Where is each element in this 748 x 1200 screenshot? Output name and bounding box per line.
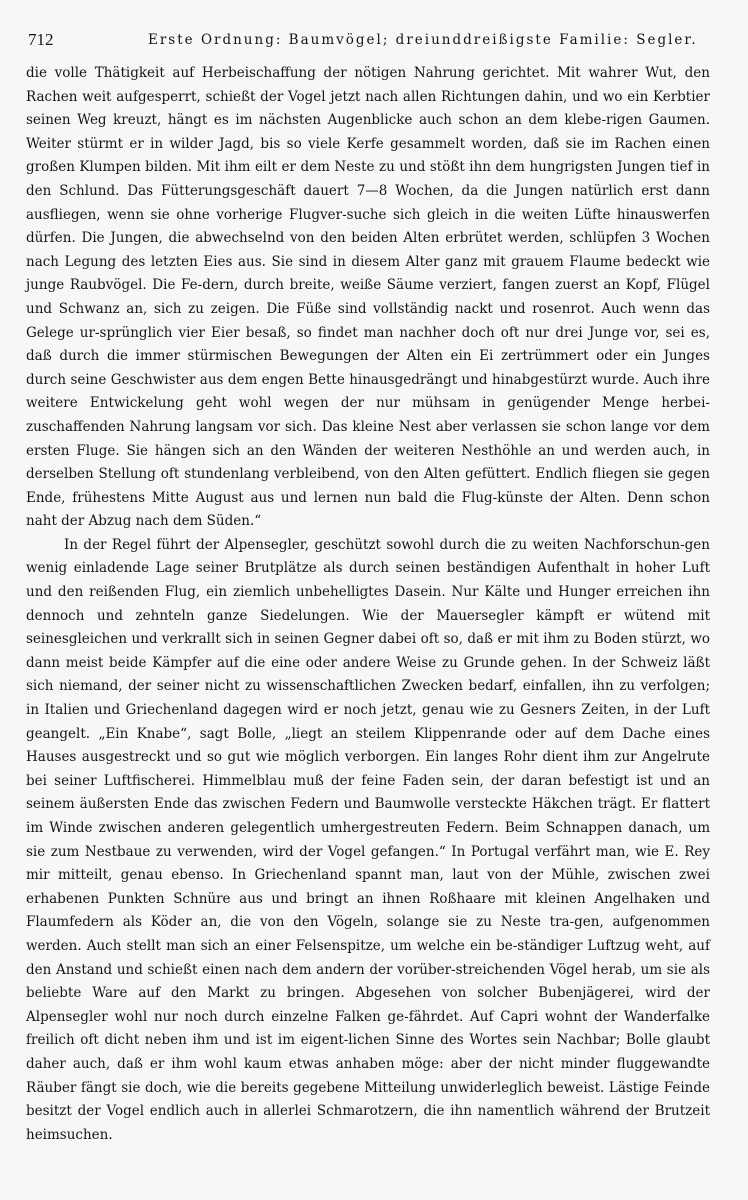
paragraph-alpensegler-hunting: In der Regel führt der Alpensegler, geschützt sowohl durch die zu weiten Nachforschun-gen wenig einladende Lage seiner Brutplätze als durch seinen beständigen Aufenthalt in hoher Luft und den reißenden Flug, ein ziemlich unbehelligtes Dasein. Nur Kälte und Hunger erreichen ihn dennoch und zehnteln ganze Siedelungen. Wie der Mauersegler kämpft er wütend mit seinesgleichen und verkrallt sich in seinen Gegner dabei oft so, daß er mit ihm zu Boden stürzt, wo dann meist beide Kämpfer auf die eine oder andere Weise zu Grunde gehen. In der Schweiz läßt sich niemand, der seiner nicht zu wissenschaftlichen Zwecken bedarf, einfallen, ihn zu verfolgen; in Italien und Griechenland dagegen wird er noch jetzt, genau wie zu Gesners Zeiten, in der Luft geangelt. „Ein Knabe“, sagt Bolle, „liegt an steilem Klippenrande oder auf dem Dache eines Hauses ausgestreckt und so gut wie möglich verborgen. Ein langes Rohr dient ihm zur Angelrute bei seiner Luftfischerei. Himmelblau muß der feine Faden sein, der daran befestigt ist und an seinem äußersten Ende das zwischen Federn und Baumwolle versteckte Häkchen trägt. Er flattert im Winde zwischen anderen gelegentlich umhergestreuten Federn. Beim Schnappen danach, um sie zum Nestbaue zu verwenden, wird der Vogel gefangen.“ In Portugal verfährt man, wie E. Rey mir mitteilt, genau ebenso. In Griechenland spannt man, laut von der Mühle, zwischen zwei erhabenen Punkten Schnüre aus und bringt an ihnen Roßhaare mit kleinen Angelhaken und Flaumfedern als Köder an, die von den Vögeln, solange sie zu Neste tra-gen, aufgenommen werden. Auch stellt man sich an einer Felsenspitze, um welche ein be-ständiger Luftzug weht, auf den Anstand und schießt einen nach dem andern der vorüber-streichenden Vögel herab, um sie als beliebte Ware auf den Markt zu bringen. Abgesehen von solcher Bubenjägerei, wird der Alpensegler wohl nur noch durch einzelne Falken ge-fährdet. Auf Capri wohnt der Wanderfalke freilich oft dicht neben ihm und ist im eigent-lichen Sinne des Wortes sein Nachbar; Bolle glaubt daher auch, daß er ihm wohl kaum etwas anhaben möge: aber der nicht minder fluggewandte Räuber fängt sie doch, wie die bereits gegebene Mitteilung unwiderleglich beweist. Lästige Feinde besitzt der Vogel endlich auch in allerlei Schmarotzern, die ihn namentlich während der Brutzeit heimsuchen. bbox=[26, 536, 710, 1143]
running-head: Erste Ordnung: Baumvögel; dreiunddreißigste Familie: Segler. bbox=[148, 32, 698, 48]
body-text bbox=[26, 62, 710, 1147]
page-number: 712 bbox=[28, 30, 54, 49]
page-header bbox=[28, 30, 708, 52]
paragraph-continued: die volle Thätigkeit auf Herbeischaffung der nötigen Nahrung gerichtet. Mit wahrer Wut, den Rachen weit aufgesperrt, schießt der Vogel jetzt nach allen Richtungen dahin, und wo ein Kerbtier seinen Weg kreuzt, hängt es im nächsten Augenblicke auch schon an dem klebe-rigen Gaumen. Weiter stürmt er in wilder Jagd, bis so viele Kerfe gesammelt worden, daß sie im Rachen einen großen Klumpen bilden. Mit ihm eilt er dem Neste zu und stößt ihn dem hungrigsten Jungen tief in den Schlund. Das Fütterungsgeschäft dauert 7—8 Wochen, da die Jungen natürlich erst dann ausfliegen, wenn sie ohne vorherige Flugver-suche sich gleich in die weiten Lüfte hinauswerfen dürfen. Die Jungen, die abwechselnd von den beiden Alten erbrütet werden, schlüpfen 3 Wochen nach Legung des letzten Eies aus. Sie sind in diesem Alter ganz mit grauem Flaume bedeckt wie junge Raubvögel. Die Fe-dern, durch breite, weiße Säume verziert, fangen zuerst an Kopf, Flügel und Schwanz an, sich zu zeigen. Die Füße sind vollständig nackt und rosenrot. Auch wenn das Gelege ur-sprünglich vier Eier besaß, so findet man nachher doch oft nur drei Junge vor, sei es, daß durch die immer stürmischen Bewegungen der Alten ein Ei zertrümmert oder ein Junges durch seine Geschwister aus dem engen Bette hinausgedrängt und hinabgestürzt wurde. Auch ihre weitere Entwickelung geht wohl wegen der nur mühsam in genügender Menge herbei-zuschaffenden Nahrung langsam vor sich. Das kleine Nest aber verlassen sie schon lange vor dem ersten Fluge. Sie hängen sich an den Wänden der weiteren Nesthöhle an und werden auch, in derselben Stellung oft stundenlang verbleibend, von den Alten gefüttert. Endlich fliegen sie gegen Ende, frühestens Mitte August aus und lernen nun bald die Flug-künste der Alten. Denn schon naht der Abzug nach dem Süden.“ bbox=[26, 65, 710, 530]
